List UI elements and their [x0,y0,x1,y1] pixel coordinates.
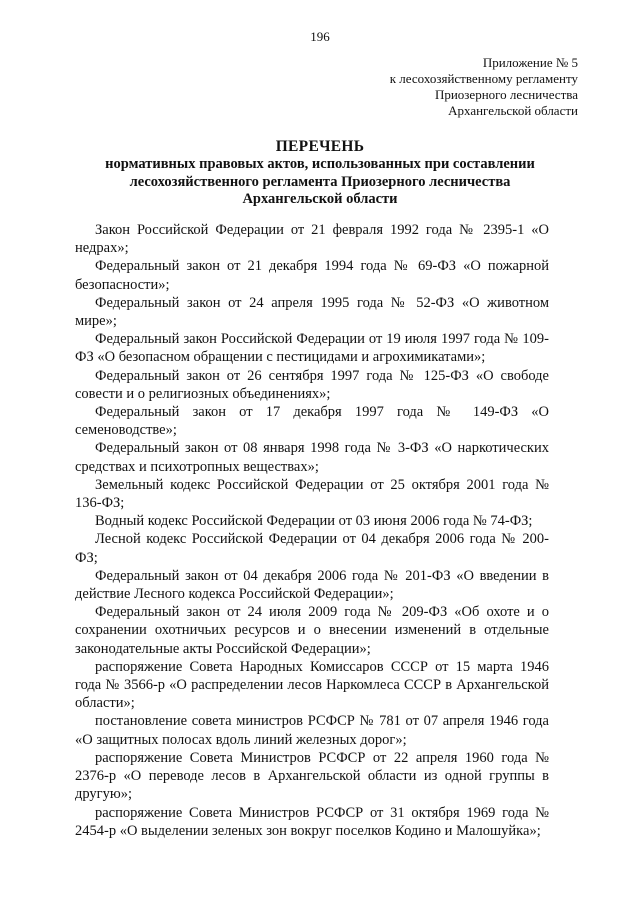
list-item: Лесной кодекс Российской Федерации от 04 декабря 2006 года № 200-ФЗ; [75,531,549,566]
legal-acts-list [75,221,549,840]
list-item: Федеральный закон от 26 сентября 1997 года № 125-ФЗ «О свободе совести и о религиозных объединениях»; [75,367,549,402]
appendix-line: к лесохозяйственному регламенту [389,71,578,86]
appendix-note [390,55,578,119]
page-number: 196 [310,29,330,44]
title-line: Архангельской области [242,191,398,207]
list-item: Закон Российской Федерации от 21 февраля 1992 года № 2395-1 «О недрах»; [75,222,549,257]
appendix-line: Приозерного лесничества [434,87,578,102]
list-item: постановление совета министров РСФСР № 781 от 07 апреля 1946 года «О защитных полосах вдоль линий железных дорог»; [75,713,549,748]
list-item: Федеральный закон от 17 декабря 1997 года № 149-ФЗ «О семеноводстве»; [75,404,549,439]
list-item: Водный кодекс Российской Федерации от 03 июня 2006 года № 74-ФЗ; [95,513,533,530]
list-item: Федеральный закон от 21 декабря 1994 года № 69-ФЗ «О пожарной безопасности»; [75,258,549,293]
list-item: Федеральный закон от 04 декабря 2006 года № 201-ФЗ «О введении в действие Лесного кодекса Российской Федерации»; [75,567,549,603]
title-line: нормативных правовых актов, использованных при составлении [105,156,535,172]
list-item: распоряжение Совета Министров РСФСР от 22 апреля 1960 года № 2376-р «О переводе лесов в Архангельской области из одной группы в другую»; [75,749,549,803]
list-item: распоряжение Совета Министров РСФСР от 31 октября 1969 года № 2454-р «О выделении зеленых зон вокруг поселков Кодино и Малошуйка»; [75,804,549,839]
appendix-line: Приложение № 5 [482,55,578,70]
list-item: Федеральный закон от 08 января 1998 года № 3-ФЗ «О наркотических средствах и психотропных веществах»; [75,440,549,475]
list-item: распоряжение Совета Народных Комиссаров СССР от 15 марта 1946 года № 3566-р «О распределении лесов Наркомлеса СССР в Архангельской области»; [75,658,549,712]
list-item: Федеральный закон от 24 июля 2009 года № 209-ФЗ «Об охоте и о сохранении охотничьих ресурсов и о внесении изменений в отдельные законодательные акты Российской Федерации»; [75,604,549,657]
list-item: Федеральный закон от 24 апреля 1995 года № 52-ФЗ «О животном мире»; [75,294,549,330]
list-item: Земельный кодекс Российской Федерации от 25 октября 2001 года № 136-ФЗ; [75,476,549,512]
title-line: лесохозяйственного регламента Приозерного лесничества [129,173,511,190]
title-heading: ПЕРЕЧЕНЬ [275,138,365,155]
list-item: Федеральный закон Российской Федерации от 19 июля 1997 года № 109-ФЗ «О безопасном обращении с пестицидами и агрохимикатами»; [75,331,549,366]
document-title [60,137,580,209]
appendix-line: Архангельской области [448,103,578,118]
